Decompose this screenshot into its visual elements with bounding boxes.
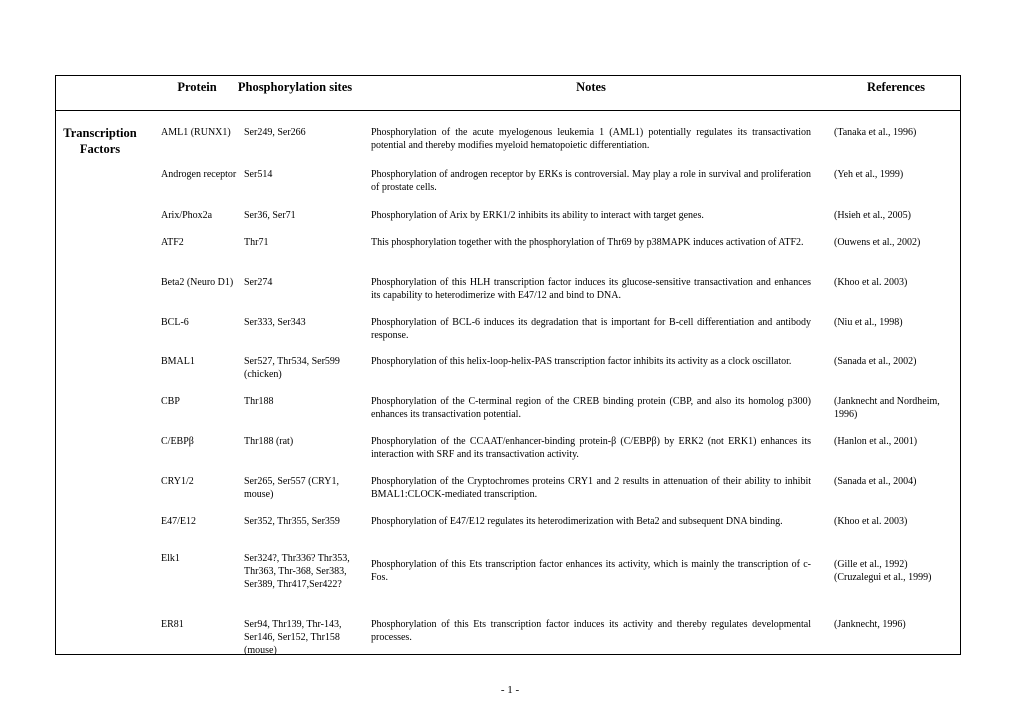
reference-cell: (Khoo et al. 2003) (834, 277, 908, 288)
sites-cell: Thr188 (rat) (244, 436, 294, 447)
header-references: References (866, 80, 926, 94)
notes-cell: Phosphorylation of this Ets transcription factor induces its activity and thereby regulates developmental processes. (371, 619, 811, 643)
sites-cell: Ser265, Ser557 (CRY1, mouse) (244, 476, 339, 500)
protein-cell: C/EBPβ (161, 436, 194, 447)
notes-cell: Phosphorylation of this helix-loop-helix-PAS transcription factor inhibits its activity as a clock oscillator. (371, 356, 792, 367)
notes-cell: Phosphorylation of the Cryptochromes proteins CRY1 and 2 results in attenuation of their ability to inhibit BMAL1:CLOCK-mediated transcription. (371, 476, 811, 500)
notes-cell: Phosphorylation of androgen receptor by ERKs is controversial. May play a role in survival and proliferation of prostate cells. (371, 169, 811, 193)
reference-cell: (Sanada et al., 2004) (834, 476, 917, 487)
protein-cell: BMAL1 (161, 356, 195, 367)
sites-cell: Ser324?, Thr336? Thr353, Thr363, Thr-368, Ser383, Ser389, Thr417,Ser422? (244, 553, 350, 590)
notes-cell: Phosphorylation of Arix by ERK1/2 inhibits its ability to interact with target genes. (371, 210, 704, 221)
sites-cell: Thr188 (244, 396, 274, 407)
reference-cell: (Hanlon et al., 2001) (834, 436, 918, 447)
reference-cell: (Gille et al., 1992) (Cruzalegui et al., 1999) (834, 559, 932, 583)
protein-cell: ER81 (161, 619, 184, 630)
reference-cell: (Tanaka et al., 1996) (834, 127, 917, 138)
reference-cell: (Yeh et al., 1999) (834, 169, 904, 180)
header-notes: Notes (576, 80, 606, 94)
sites-cell: Ser249, Ser266 (244, 127, 306, 138)
notes-cell: Phosphorylation of the acute myelogenous leukemia 1 (AML1) potentially regulates its transactivation potential and thereby modifies myeloid hematopoietic differentiation. (371, 127, 811, 151)
protein-cell: ATF2 (161, 237, 184, 248)
protein-cell: BCL-6 (161, 317, 189, 328)
sites-cell: Ser352, Thr355, Ser359 (244, 516, 340, 527)
sites-cell: Ser274 (244, 277, 273, 288)
reference-cell: (Ouwens et al., 2002) (834, 237, 921, 248)
header-phosphorylation-sites: Phosphorylation sites (237, 80, 353, 94)
notes-cell: Phosphorylation of this Ets transcription factor enhances its activity, which is mainly the transcription of c-Fos. (371, 559, 811, 583)
protein-cell: AML1 (RUNX1) (161, 127, 231, 138)
notes-cell: Phosphorylation of this HLH transcription factor induces its glucose-sensitive transactivation and enhances its capability to heterodimerize with E47/12 and bind to DNA. (371, 277, 811, 301)
reference-cell: (Sanada et al., 2002) (834, 356, 917, 367)
protein-cell: CRY1/2 (161, 476, 194, 487)
notes-cell: Phosphorylation of E47/E12 regulates its heterodimerization with Beta2 and subsequent DNA binding. (371, 516, 783, 527)
reference-cell: (Hsieh et al., 2005) (834, 210, 911, 221)
protein-cell: Beta2 (Neuro D1) (161, 277, 234, 288)
notes-cell: Phosphorylation of the C-terminal region of the CREB binding protein (CBP, and also its homolog p300) enhances its transactivation potential. (371, 396, 811, 420)
reference-cell: (Niu et al., 1998) (834, 317, 903, 328)
category-label: Transcription Factors (63, 126, 137, 156)
protein-cell: Arix/Phox2a (161, 210, 213, 221)
protein-cell: Androgen receptor (161, 169, 237, 180)
notes-cell: This phosphorylation together with the phosphorylation of Thr69 by p38MAPK induces activation of ATF2. (371, 237, 804, 248)
sites-cell: Ser527, Thr534, Ser599 (chicken) (244, 356, 340, 380)
sites-cell: Thr71 (244, 237, 269, 248)
protein-cell: Elk1 (161, 553, 180, 564)
reference-cell: (Khoo et al. 2003) (834, 516, 908, 527)
notes-cell: Phosphorylation of the CCAAT/enhancer-binding protein-β (C/EBPβ) by ERK2 (not ERK1) enhances its interaction with SRF and its transactivation activity. (371, 436, 811, 460)
page-number: - 1 - (500, 684, 520, 696)
table-frame (55, 75, 961, 655)
header-divider (56, 110, 960, 111)
sites-cell: Ser333, Ser343 (244, 317, 306, 328)
protein-cell: E47/E12 (161, 516, 196, 527)
protein-cell: CBP (161, 396, 180, 407)
notes-cell: Phosphorylation of BCL-6 induces its degradation that is important for B-cell differentiation and antibody response. (371, 317, 811, 341)
reference-cell: (Janknecht, 1996) (834, 619, 906, 630)
sites-cell: Ser36, Ser71 (244, 210, 296, 221)
sites-cell: Ser94, Thr139, Thr-143, Ser146, Ser152, Thr158 (mouse) (244, 619, 342, 656)
reference-cell: (Janknecht and Nordheim, 1996) (834, 396, 940, 420)
sites-cell: Ser514 (244, 169, 273, 180)
header-protein: Protein (177, 80, 217, 94)
